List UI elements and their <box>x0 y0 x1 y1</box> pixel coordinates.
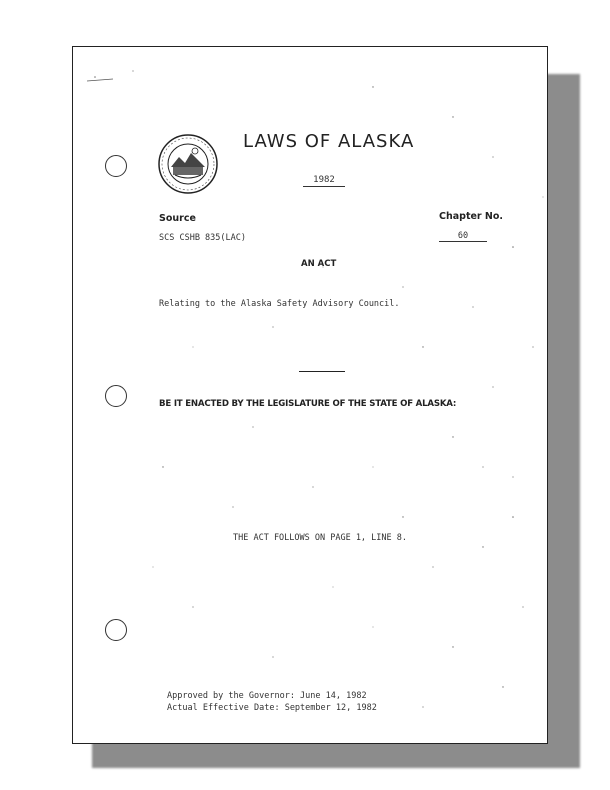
act-follows-note: THE ACT FOLLOWS ON PAGE 1, LINE 8. <box>233 533 407 543</box>
year: 1982 <box>303 175 345 187</box>
binder-hole-icon <box>105 619 127 641</box>
chapter-label: Chapter No. <box>439 211 504 222</box>
document-title: LAWS OF ALASKA <box>243 131 415 152</box>
act-description: Relating to the Alaska Safety Advisory Council. <box>159 299 400 309</box>
source-label: Source <box>159 213 196 224</box>
enacting-clause: BE IT ENACTED BY THE LEGISLATURE OF THE STATE OF ALASKA: <box>159 399 457 409</box>
source-value: SCS CSHB 835(LAC) <box>159 233 246 243</box>
approved-date: Approved by the Governor: June 14, 1982 <box>167 691 367 701</box>
binder-hole-icon <box>105 155 127 177</box>
act-label: AN ACT <box>301 259 337 269</box>
document-page <box>72 46 548 744</box>
chapter-value: 60 <box>439 231 487 242</box>
separator-line <box>299 371 345 372</box>
effective-date: Actual Effective Date: September 12, 1982 <box>167 703 377 713</box>
binder-hole-icon <box>105 385 127 407</box>
state-seal-icon <box>157 133 219 195</box>
